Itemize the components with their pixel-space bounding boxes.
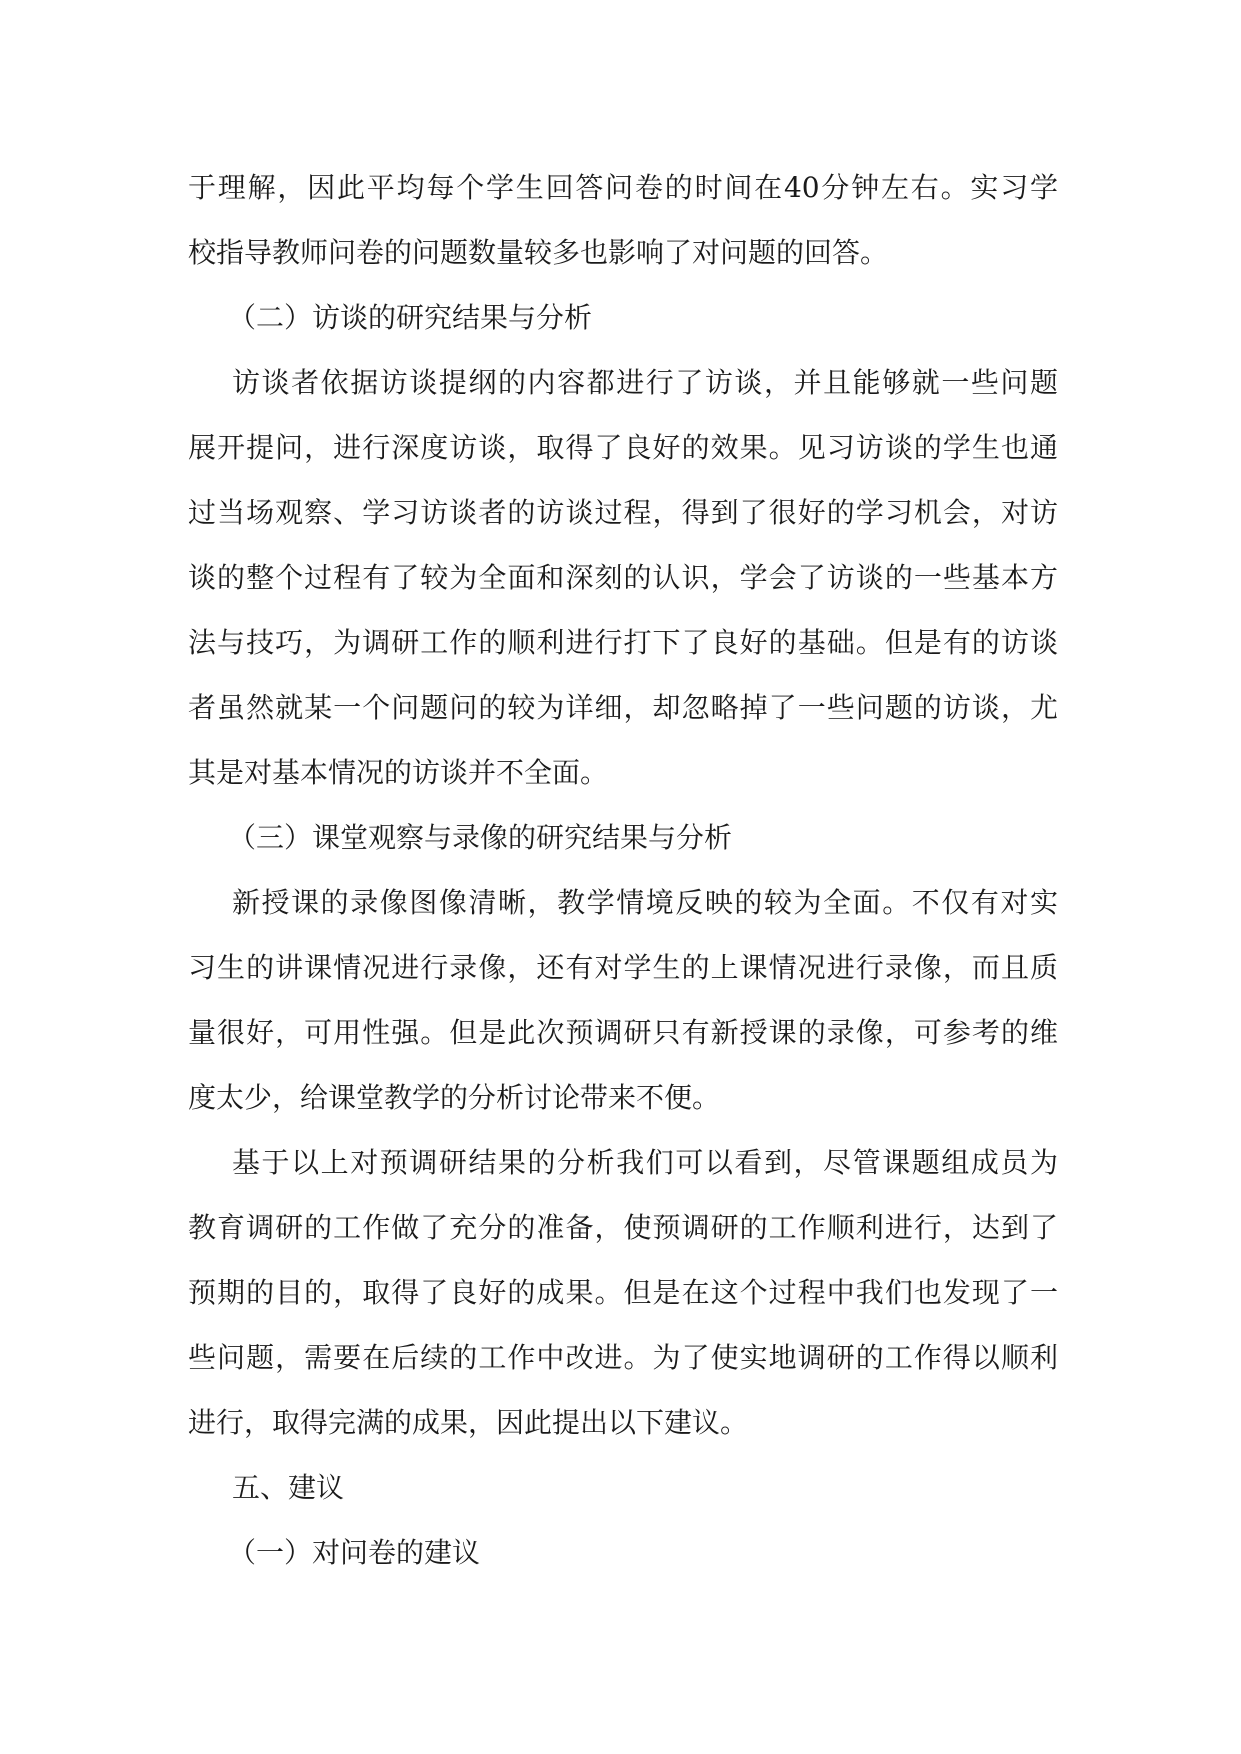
document-page — [188, 155, 1058, 1585]
paragraph-line: 些问题，需要在后续的工作中改进。为了使实地调研的工作得以顺利 — [188, 1341, 1058, 1374]
document-body — [188, 155, 1058, 1585]
paragraph-line: 教育调研的工作做了充分的准备，使预调研的工作顺利进行，达到了 — [188, 1211, 1058, 1244]
paragraph-line: 度太少，给课堂教学的分析讨论带来不便。 — [188, 1081, 721, 1114]
paragraph-line: 预期的目的，取得了良好的成果。但是在这个过程中我们也发现了一 — [188, 1276, 1058, 1309]
paragraph-line: 习生的讲课情况进行录像，还有对学生的上课情况进行录像，而且质 — [188, 951, 1058, 984]
section-heading — [188, 1455, 1058, 1520]
paragraph — [188, 1130, 1058, 1455]
paragraph-line: 基于以上对预调研结果的分析我们可以看到，尽管课题组成员为 — [232, 1146, 1058, 1179]
paragraph — [188, 350, 1058, 805]
paragraph-line: 访谈者依据访谈提纲的内容都进行了访谈，并且能够就一些问题 — [232, 366, 1058, 399]
paragraph-line: 者虽然就某一个问题问的较为详细，却忽略掉了一些问题的访谈，尤 — [188, 691, 1058, 724]
paragraph-line: 新授课的录像图像清晰，教学情境反映的较为全面。不仅有对实 — [232, 886, 1058, 919]
paragraph-line: 谈的整个过程有了较为全面和深刻的认识，学会了访谈的一些基本方 — [188, 561, 1058, 594]
section-heading — [188, 1520, 1058, 1585]
heading-text: （三）课堂观察与录像的研究结果与分析 — [228, 821, 733, 854]
paragraph-line: 进行，取得完满的成果，因此提出以下建议。 — [188, 1406, 749, 1439]
paragraph — [188, 155, 1058, 285]
paragraph-line: 过当场观察、学习访谈者的访谈过程，得到了很好的学习机会，对访 — [188, 496, 1058, 529]
heading-text: （二）访谈的研究结果与分析 — [228, 301, 593, 334]
paragraph — [188, 870, 1058, 1130]
paragraph-line: 校指导教师问卷的问题数量较多也影响了对问题的回答。 — [188, 236, 889, 269]
section-heading — [188, 805, 1058, 870]
paragraph-line: 量很好，可用性强。但是此次预调研只有新授课的录像，可参考的维 — [188, 1016, 1058, 1049]
paragraph-line: 法与技巧，为调研工作的顺利进行打下了良好的基础。但是有的访谈 — [188, 626, 1058, 659]
paragraph-line: 展开提问，进行深度访谈，取得了良好的效果。见习访谈的学生也通 — [188, 431, 1058, 464]
paragraph-line: 其是对基本情况的访谈并不全面。 — [188, 756, 609, 789]
paragraph-line: 于理解，因此平均每个学生回答问卷的时间在40分钟左右。实习学 — [188, 171, 1058, 204]
heading-text: 五、建议 — [232, 1471, 345, 1504]
heading-text: （一）对问卷的建议 — [228, 1536, 481, 1569]
section-heading — [188, 285, 1058, 350]
